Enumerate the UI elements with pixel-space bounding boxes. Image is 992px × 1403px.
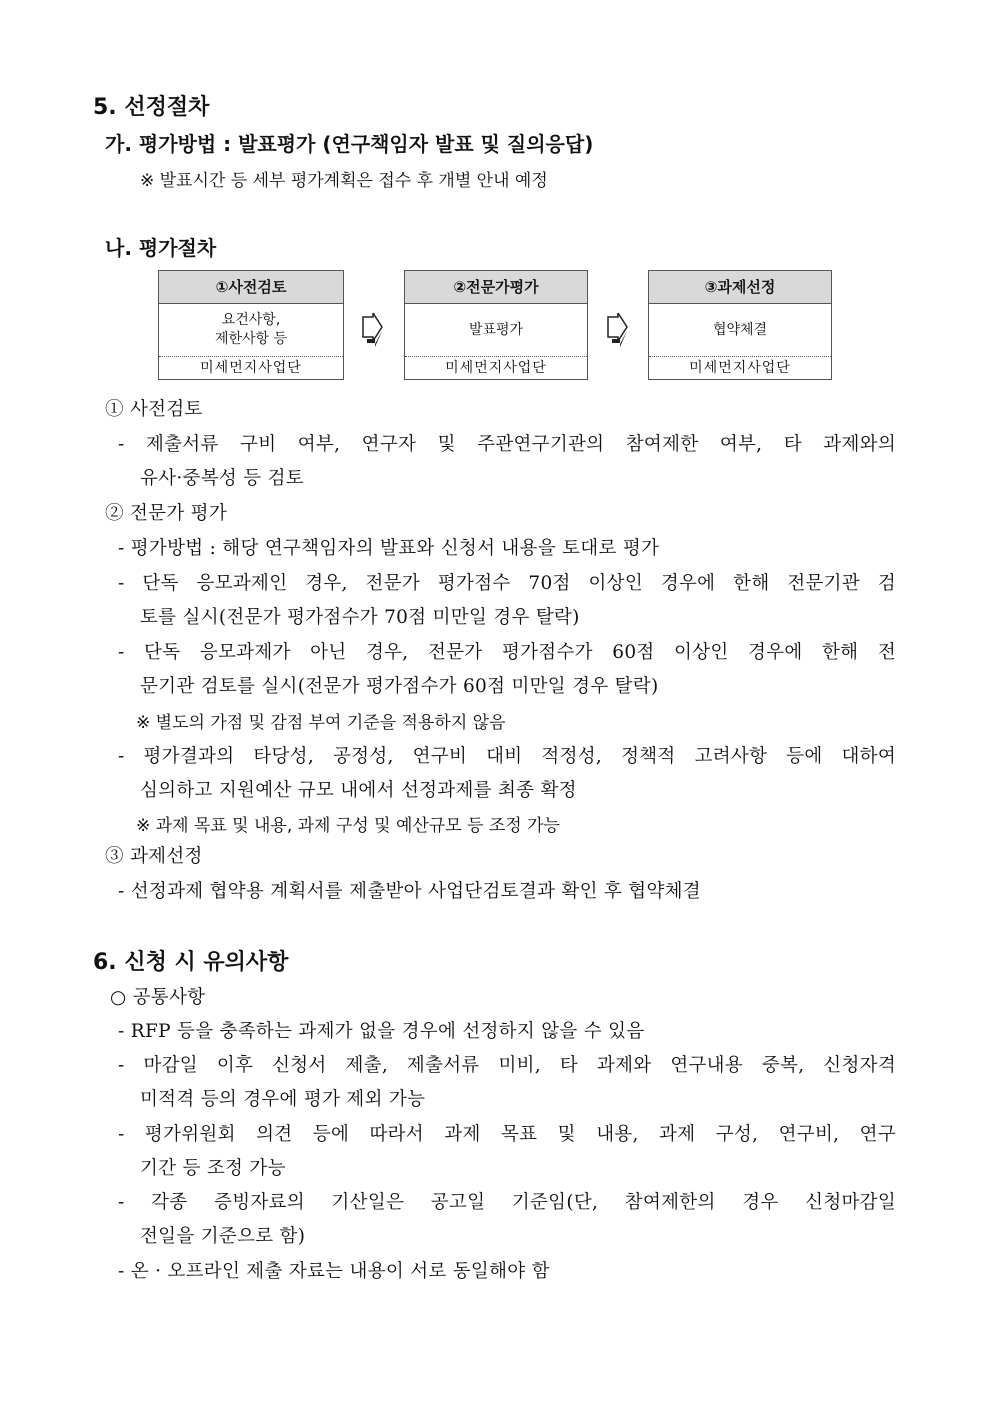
flow-box-pre-review bbox=[158, 270, 344, 380]
flow-desc-line: 발표평가 bbox=[468, 321, 524, 338]
flow-desc-line: 요건사항, bbox=[221, 312, 281, 328]
notice-reference-date-cont: 전일을 기준으로 함) bbox=[140, 1226, 306, 1247]
notice-reference-date: - 각종 증빙자료의 기산일은 공고일 기준임(단, 참여제한의 경우 신청마감일 bbox=[118, 1192, 896, 1213]
expert-eval-note-bonus: ※ 별도의 가점 및 감점 부여 기준을 적용하지 않음 bbox=[136, 713, 506, 733]
flow-step-label: ①사전검토 bbox=[159, 271, 343, 304]
expert-eval-joint: - 단독 응모과제가 아닌 경우, 전문가 평가점수가 60점 이상인 경우에 한해 전 bbox=[118, 642, 896, 663]
common-items-heading: ○ 공통사항 bbox=[110, 987, 206, 1008]
flow-box-project-selection bbox=[648, 270, 832, 380]
expert-eval-single: - 단독 응모과제인 경우, 전문가 평가점수 70점 이상인 경우에 한해 전문기관 검 bbox=[118, 573, 896, 594]
expert-eval-validity: - 평가결과의 타당성, 공정성, 연구비 대비 적정성, 정책적 고려사항 등에 대하여 bbox=[118, 746, 896, 767]
flow-step-desc bbox=[405, 304, 587, 357]
item-expert-evaluation: ② 전문가 평가 bbox=[105, 503, 228, 524]
flow-box-expert-evaluation bbox=[404, 270, 588, 380]
evaluation-procedure-heading: 나. 평가절차 bbox=[105, 236, 217, 260]
expert-eval-joint-cont: 문기관 검토를 실시(전문가 평가점수가 60점 미만일 경우 탈락) bbox=[140, 676, 659, 697]
notice-exclusion: - 마감일 이후 신청서 제출, 제출서류 미비, 타 과제와 연구내용 중복, 신청자격 bbox=[118, 1055, 896, 1076]
flow-step-desc bbox=[159, 304, 343, 357]
notice-exclusion-cont: 미적격 등의 경우에 평가 제외 가능 bbox=[140, 1089, 426, 1110]
evaluation-method-heading: 가. 평가방법 : 발표평가 (연구책임자 발표 및 질의응답) bbox=[105, 132, 594, 156]
flow-step-agency: 미세먼지사업단 bbox=[200, 360, 302, 376]
flow-arrow-icon bbox=[361, 313, 383, 349]
flow-arrow-icon bbox=[606, 313, 628, 349]
notice-adjustment-cont: 기간 등 조정 가능 bbox=[140, 1158, 286, 1179]
flow-desc-line: 제한사항 등 bbox=[214, 331, 288, 347]
flow-step-agency: 미세먼지사업단 bbox=[445, 360, 547, 376]
expert-eval-single-cont: 토를 실시(전문가 평가점수가 70점 미만일 경우 탈락) bbox=[140, 607, 580, 628]
expert-eval-note-adjust: ※ 과제 목표 및 내용, 과제 구성 및 예산규모 등 조정 가능 bbox=[136, 816, 560, 836]
pre-review-detail: - 제출서류 구비 여부, 연구자 및 주관연구기관의 참여제한 여부, 타 과제와의 bbox=[118, 434, 896, 455]
notice-identical-submission: - 온 · 오프라인 제출 자료는 내용이 서로 동일해야 함 bbox=[118, 1261, 550, 1282]
flow-step-label: ③과제선정 bbox=[649, 271, 831, 304]
item-pre-review: ① 사전검토 bbox=[105, 399, 203, 420]
item-project-selection: ③ 과제선정 bbox=[105, 846, 203, 867]
expert-eval-validity-cont: 심의하고 지원예산 규모 내에서 선정과제를 최종 확정 bbox=[140, 780, 577, 801]
flow-step-agency: 미세먼지사업단 bbox=[689, 360, 791, 376]
project-selection-detail: - 선정과제 협약용 계획서를 제출받아 사업단검토결과 확인 후 협약체결 bbox=[118, 881, 701, 902]
flow-step-desc bbox=[649, 304, 831, 357]
notice-rfp: - RFP 등을 충족하는 과제가 없을 경우에 선정하지 않을 수 있음 bbox=[118, 1021, 645, 1042]
section6-title: 6. 신청 시 유의사항 bbox=[93, 950, 289, 975]
pre-review-detail-cont: 유사·중복성 등 검토 bbox=[140, 468, 304, 489]
expert-eval-method: - 평가방법 : 해당 연구책임자의 발표와 신청서 내용을 토대로 평가 bbox=[118, 538, 660, 559]
evaluation-method-note: ※ 발표시간 등 세부 평가계획은 접수 후 개별 안내 예정 bbox=[140, 171, 548, 191]
notice-adjustment: - 평가위원회 의견 등에 따라서 과제 목표 및 내용, 과제 구성, 연구비, 연구 bbox=[118, 1124, 896, 1145]
section5-title: 5. 선정절차 bbox=[93, 95, 210, 120]
flow-desc-line: 협약체결 bbox=[712, 321, 768, 338]
flow-step-label: ②전문가평가 bbox=[405, 271, 587, 304]
